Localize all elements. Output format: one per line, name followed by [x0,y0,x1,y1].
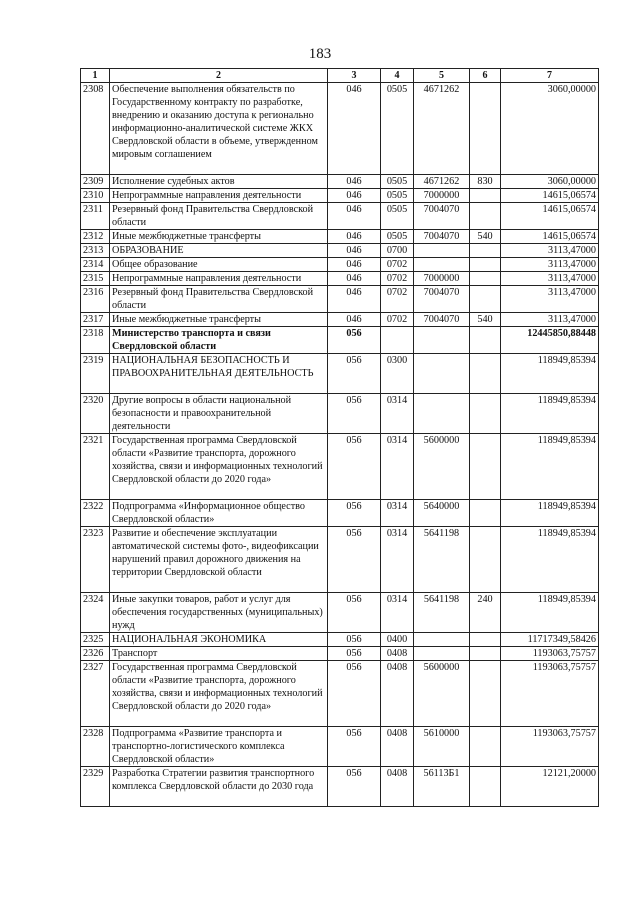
row-number: 2325 [81,633,110,647]
row-code-expense-type [470,633,501,647]
row-amount: 118949,85394 [501,354,599,394]
row-name: НАЦИОНАЛЬНАЯ ЭКОНОМИКА [110,633,328,647]
row-amount: 1193063,75757 [501,661,599,727]
table-row [81,661,599,727]
table-header-row [81,69,599,83]
row-amount: 1193063,75757 [501,727,599,767]
row-amount: 3113,47000 [501,286,599,313]
row-number: 2311 [81,203,110,230]
row-code-expense-type [470,661,501,727]
row-code-target [414,633,470,647]
row-name: Другие вопросы в области национальной безопасности и правоохранительной деятельности [110,394,328,434]
table-row [81,189,599,203]
row-amount: 118949,85394 [501,593,599,633]
row-number: 2326 [81,647,110,661]
table-row [81,327,599,354]
row-code-target: 7000000 [414,189,470,203]
row-code-section: 0700 [381,244,414,258]
row-code-expense-type: 240 [470,593,501,633]
row-code-target [414,258,470,272]
row-name: Резервный фонд Правительства Свердловской области [110,286,328,313]
row-code-ministry: 056 [328,727,381,767]
row-amount: 11717349,58426 [501,633,599,647]
table-row [81,434,599,500]
row-number: 2327 [81,661,110,727]
row-name: Обеспечение выполнения обязательств по Государственному контракту по разработке, внедрению и оказанию доступа к регионально информационно-аналитической системе ЖКХ Свердловской области в объеме, утвержденном мировым соглашением [110,83,328,175]
row-name: Развитие и обеспечение эксплуатации автоматической системы фото-, видеофиксации нарушений правил дорожного движения на территории Свердловской области [110,527,328,593]
row-code-section: 0400 [381,633,414,647]
row-number: 2318 [81,327,110,354]
row-number: 2324 [81,593,110,633]
row-number: 2322 [81,500,110,527]
table-row [81,286,599,313]
row-code-target: 7004070 [414,313,470,327]
row-code-section: 0505 [381,175,414,189]
row-code-section: 0702 [381,313,414,327]
budget-table [80,68,599,807]
row-name: Государственная программа Свердловской области «Развитие транспорта, дорожного хозяйства, связи и информационных технологий Свердловской области до 2020 года» [110,434,328,500]
row-code-target: 5600000 [414,434,470,500]
row-amount: 3113,47000 [501,272,599,286]
row-code-ministry: 046 [328,258,381,272]
row-code-ministry: 046 [328,189,381,203]
table-row [81,272,599,286]
table-row [81,633,599,647]
row-code-target [414,647,470,661]
row-code-section: 0408 [381,661,414,727]
row-code-ministry: 056 [328,434,381,500]
row-code-section: 0702 [381,286,414,313]
row-code-expense-type: 540 [470,313,501,327]
row-code-target: 56113Б1 [414,767,470,807]
row-code-section: 0702 [381,258,414,272]
row-code-expense-type [470,286,501,313]
row-code-expense-type: 830 [470,175,501,189]
row-amount: 118949,85394 [501,500,599,527]
column-header-1: 1 [81,69,110,83]
row-code-ministry: 046 [328,83,381,175]
row-name: ОБРАЗОВАНИЕ [110,244,328,258]
row-code-ministry: 056 [328,661,381,727]
row-code-ministry: 046 [328,286,381,313]
row-code-section: 0314 [381,500,414,527]
row-number: 2313 [81,244,110,258]
row-code-expense-type [470,258,501,272]
row-code-target: 7004070 [414,203,470,230]
row-code-ministry: 056 [328,527,381,593]
table-row [81,500,599,527]
row-code-ministry: 046 [328,244,381,258]
row-code-section: 0408 [381,727,414,767]
table-row [81,175,599,189]
row-code-section: 0314 [381,394,414,434]
row-code-target: 7000000 [414,272,470,286]
row-amount: 14615,06574 [501,230,599,244]
row-code-expense-type [470,244,501,258]
row-name: Транспорт [110,647,328,661]
row-number: 2308 [81,83,110,175]
row-number: 2315 [81,272,110,286]
row-code-ministry: 046 [328,272,381,286]
column-header-7: 7 [501,69,599,83]
row-name: Подпрограмма «Информационное общество Свердловской области» [110,500,328,527]
row-name: Общее образование [110,258,328,272]
row-name: Иные межбюджетные трансферты [110,230,328,244]
row-code-target [414,244,470,258]
row-amount: 3113,47000 [501,244,599,258]
row-name: Непрограммные направления деятельности [110,189,328,203]
row-amount: 14615,06574 [501,189,599,203]
row-code-section: 0505 [381,83,414,175]
row-number: 2328 [81,727,110,767]
row-name: Резервный фонд Правительства Свердловской области [110,203,328,230]
table-row [81,244,599,258]
row-code-section: 0505 [381,203,414,230]
table-row [81,354,599,394]
table-row [81,647,599,661]
row-number: 2329 [81,767,110,807]
row-amount: 12445850,88448 [501,327,599,354]
column-header-3: 3 [328,69,381,83]
row-code-section: 0408 [381,767,414,807]
row-code-target: 5610000 [414,727,470,767]
table-row [81,767,599,807]
table-row [81,203,599,230]
row-number: 2310 [81,189,110,203]
row-amount: 3113,47000 [501,258,599,272]
row-number: 2319 [81,354,110,394]
row-code-section: 0505 [381,230,414,244]
row-number: 2309 [81,175,110,189]
row-number: 2323 [81,527,110,593]
table-row [81,258,599,272]
row-amount: 3113,47000 [501,313,599,327]
row-code-target: 5641198 [414,527,470,593]
row-code-expense-type [470,83,501,175]
row-name: Разработка Стратегии развития транспортного комплекса Свердловской области до 2030 года [110,767,328,807]
row-number: 2316 [81,286,110,313]
table-row [81,313,599,327]
row-code-target: 5640000 [414,500,470,527]
row-code-section: 0300 [381,354,414,394]
row-number: 2321 [81,434,110,500]
table-row [81,230,599,244]
row-code-target: 5641198 [414,593,470,633]
row-name: Иные закупки товаров, работ и услуг для обеспечения государственных (муниципальных) нужд [110,593,328,633]
column-header-5: 5 [414,69,470,83]
row-code-expense-type [470,434,501,500]
column-header-2: 2 [110,69,328,83]
row-amount: 12121,20000 [501,767,599,807]
row-code-section: 0408 [381,647,414,661]
row-code-section: 0314 [381,593,414,633]
row-code-expense-type [470,767,501,807]
row-code-expense-type [470,203,501,230]
row-name: Непрограммные направления деятельности [110,272,328,286]
row-code-expense-type [470,354,501,394]
row-code-expense-type [470,394,501,434]
table-row [81,727,599,767]
row-code-target [414,327,470,354]
table-body [81,83,599,807]
column-header-4: 4 [381,69,414,83]
row-code-ministry: 046 [328,230,381,244]
row-code-section: 0314 [381,527,414,593]
row-code-ministry: 046 [328,313,381,327]
page-number: 183 [308,46,332,62]
row-code-target [414,354,470,394]
row-code-ministry: 056 [328,633,381,647]
row-amount: 3060,00000 [501,175,599,189]
row-amount: 118949,85394 [501,434,599,500]
row-code-expense-type: 540 [470,230,501,244]
row-code-target: 7004070 [414,230,470,244]
row-name: Министерство транспорта и связи Свердловской области [110,327,328,354]
row-name: Государственная программа Свердловской области «Развитие транспорта, дорожного хозяйства, связи и информационных технологий Свердловской области до 2020 года» [110,661,328,727]
row-number: 2314 [81,258,110,272]
row-amount: 1193063,75757 [501,647,599,661]
row-code-expense-type [470,272,501,286]
row-amount: 3060,00000 [501,83,599,175]
row-code-expense-type [470,727,501,767]
row-name: Иные межбюджетные трансферты [110,313,328,327]
row-code-target: 7004070 [414,286,470,313]
row-code-ministry: 056 [328,647,381,661]
row-code-section [381,327,414,354]
row-code-target: 4671262 [414,83,470,175]
row-code-section: 0505 [381,189,414,203]
row-code-target [414,394,470,434]
row-code-ministry: 056 [328,500,381,527]
row-code-ministry: 056 [328,354,381,394]
column-header-6: 6 [470,69,501,83]
row-code-ministry: 046 [328,203,381,230]
row-number: 2317 [81,313,110,327]
row-code-target: 4671262 [414,175,470,189]
row-number: 2320 [81,394,110,434]
row-code-ministry: 046 [328,175,381,189]
row-code-expense-type [470,327,501,354]
table-row [81,83,599,175]
row-name: Подпрограмма «Развитие транспорта и транспортно-логистического комплекса Свердловской области» [110,727,328,767]
row-amount: 118949,85394 [501,527,599,593]
table-row [81,394,599,434]
row-code-expense-type [470,527,501,593]
row-code-ministry: 056 [328,593,381,633]
row-code-ministry: 056 [328,767,381,807]
row-code-expense-type [470,500,501,527]
row-code-expense-type [470,189,501,203]
row-code-expense-type [470,647,501,661]
row-amount: 14615,06574 [501,203,599,230]
row-code-ministry: 056 [328,394,381,434]
row-code-target: 5600000 [414,661,470,727]
row-number: 2312 [81,230,110,244]
row-code-section: 0314 [381,434,414,500]
table-row [81,527,599,593]
table-row [81,593,599,633]
row-amount: 118949,85394 [501,394,599,434]
row-name: НАЦИОНАЛЬНАЯ БЕЗОПАСНОСТЬ И ПРАВООХРАНИТЕЛЬНАЯ ДЕЯТЕЛЬНОСТЬ [110,354,328,394]
row-code-section: 0702 [381,272,414,286]
row-name: Исполнение судебных актов [110,175,328,189]
row-code-ministry: 056 [328,327,381,354]
